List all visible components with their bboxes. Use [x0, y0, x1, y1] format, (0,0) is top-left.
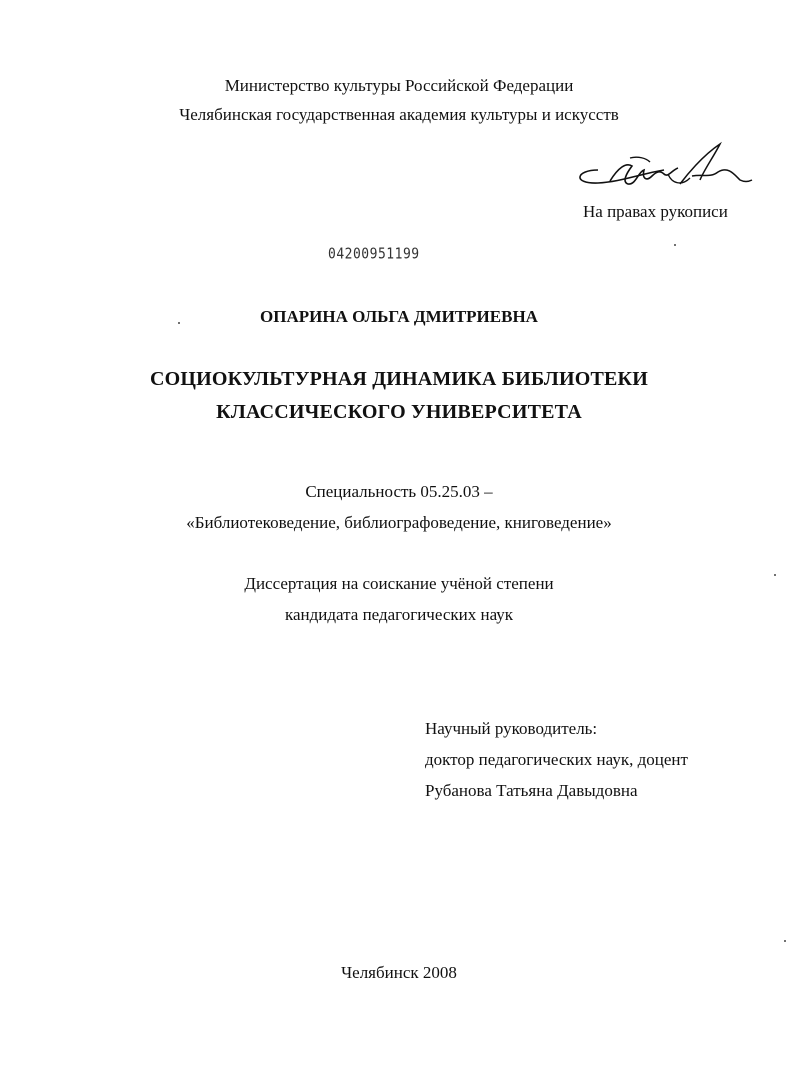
scan-speck	[178, 322, 180, 324]
specialty-code: Специальность 05.25.03 –	[305, 482, 493, 501]
city-year: Челябинск 2008	[341, 963, 457, 982]
scan-speck	[774, 574, 776, 576]
supervisor-name: Рубанова Татьяна Давыдовна	[425, 781, 638, 800]
registration-number: 04200951199	[328, 245, 420, 264]
supervisor-credentials: доктор педагогических наук, доцент	[425, 750, 688, 769]
supervisor-label: Научный руководитель:	[425, 719, 598, 738]
thesis-title-line1: СОЦИОКУЛЬТУРНАЯ ДИНАМИКА БИБЛИОТЕКИ	[149, 368, 649, 390]
author-name: ОПАРИНА ОЛЬГА ДМИТРИЕВНА	[260, 307, 538, 326]
scan-speck	[784, 940, 786, 942]
signature-image	[568, 140, 754, 206]
scan-speck	[674, 244, 676, 246]
specialty-name: «Библиотековедение, библиографоведение, книговедение»	[186, 513, 612, 532]
thesis-title-line2: КЛАССИЧЕСКОГО УНИВЕРСИТЕТА	[216, 401, 582, 423]
degree-line1: Диссертация на соискание учёной степени	[244, 574, 554, 593]
ministry-heading: Министерство культуры Российской Федерации	[224, 76, 574, 95]
manuscript-note: На правах рукописи	[583, 202, 728, 221]
degree-line2: кандидата педагогических наук	[284, 605, 514, 624]
academy-heading: Челябинская государственная академия культуры и искусств	[179, 105, 619, 124]
